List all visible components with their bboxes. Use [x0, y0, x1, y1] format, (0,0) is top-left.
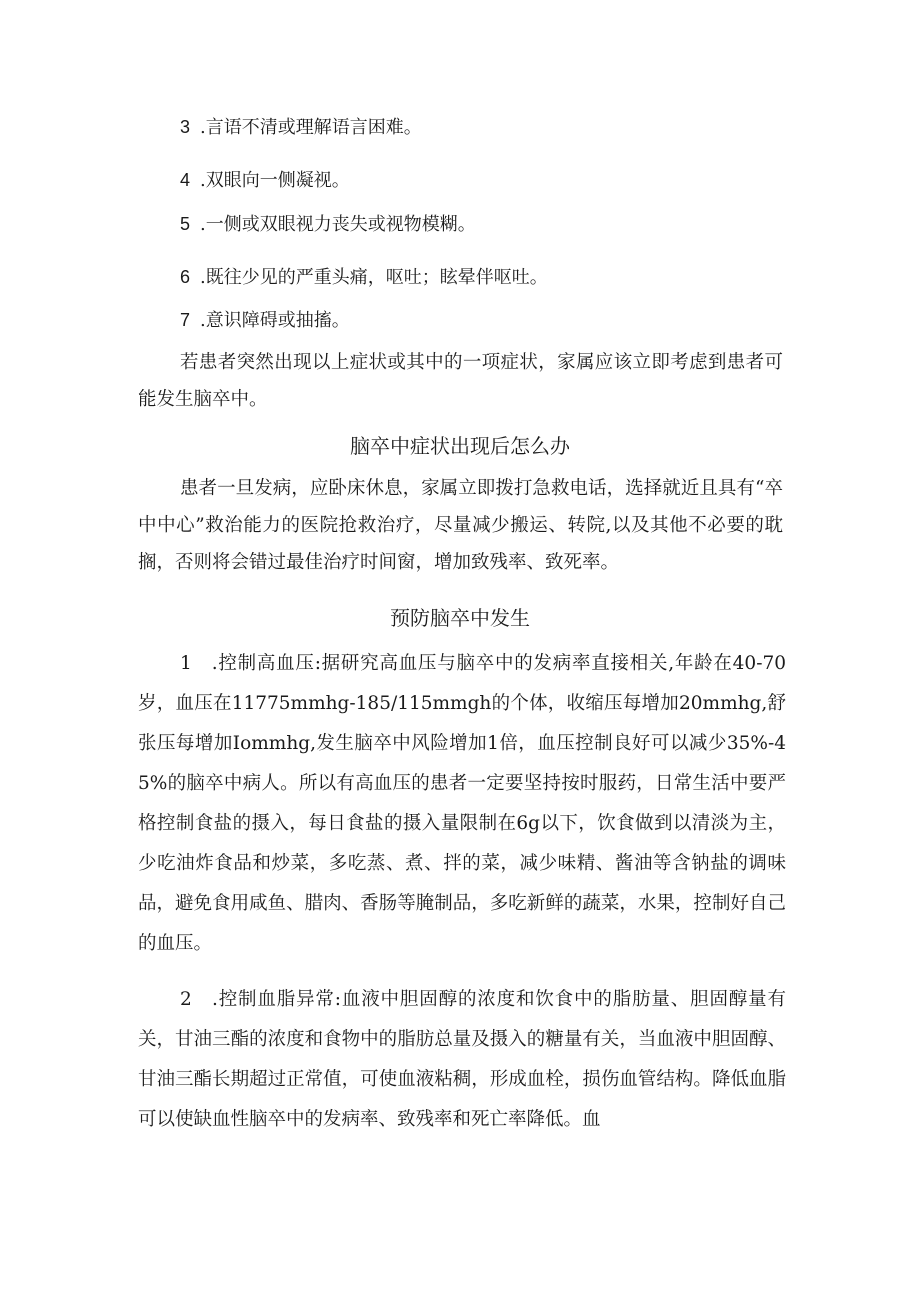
list-item-6	[180, 265, 548, 290]
list-number: 7	[180, 310, 191, 330]
list-number: 3	[180, 117, 191, 137]
list-number: 4	[180, 170, 191, 190]
after-symptoms-paragraph: 患者一旦发病，应卧床休息，家属立即拨打急救电话，选择就近且具有“卒中中心”救治能力的医院抢救治疗，尽量减少搬运、转院,以及其他不必要的耽搁，否则将会错过最佳治疗时间窗，增加致残率、致死率。	[138, 478, 783, 573]
list-item-7	[180, 308, 350, 333]
list-item-4	[180, 168, 350, 193]
intro-paragraph: 若患者突然出现以上症状或其中的一项症状，家属应该立即考虑到患者可能发生脑卒中。	[138, 352, 783, 410]
list-text: .一侧或双眼视力丧失或视物模糊。	[200, 214, 476, 235]
list-item-3	[180, 115, 422, 140]
prevention-paragraph-lipids: 2 .控制血脂异常:血液中胆固醇的浓度和饮食中的脂肪量、胆固醇量有关，甘油三酯的浓度和食物中的脂肪总量及摄入的糖量有关，当血液中胆固醇、甘油三酯长期超过正常值，可使血液粘稠，形成血栓，损伤血管结构。降低血脂可以使缺血性脑卒中的发病率、致残率和死亡率降低。血	[138, 989, 786, 1130]
list-number: 5	[180, 214, 191, 234]
list-text: .既往少见的严重头痛，呕吐；眩晕伴呕吐。	[200, 267, 548, 288]
list-text: .意识障碍或抽搐。	[200, 310, 350, 331]
section-heading-prevention: 预防脑卒中发生	[390, 606, 530, 630]
list-number: 6	[180, 267, 191, 287]
list-item-5	[180, 212, 476, 237]
prevention-paragraph-hypertension: 1 .控制高血压:据研究高血压与脑卒中的发病率直接相关,年龄在40-70岁，血压在11775mmhg-185/115mmgh的个体，收缩压每增加20mmhg,舒张压每增加Iommhg,发生脑卒中风险增加1倍，血压控制良好可以减少35%-45%的脑卒中病人。所以有高血压的患者一定要坚持按时服药，日常生活中要严格控制食盐的摄入，每日食盐的摄入量限制在6g以下，饮食做到以清淡为主，少吃油炸食品和炒菜，多吃蒸、煮、拌的菜，减少味精、酱油等含钠盐的调味品，避免食用咸鱼、腊肉、香肠等腌制品，多吃新鲜的蔬菜，水果，控制好自己的血压。	[138, 653, 786, 954]
list-text: .言语不清或理解语言困难。	[200, 117, 422, 138]
section-heading-after-symptoms: 脑卒中症状出现后怎么办	[350, 434, 570, 458]
list-text: .双眼向一侧凝视。	[200, 170, 350, 191]
